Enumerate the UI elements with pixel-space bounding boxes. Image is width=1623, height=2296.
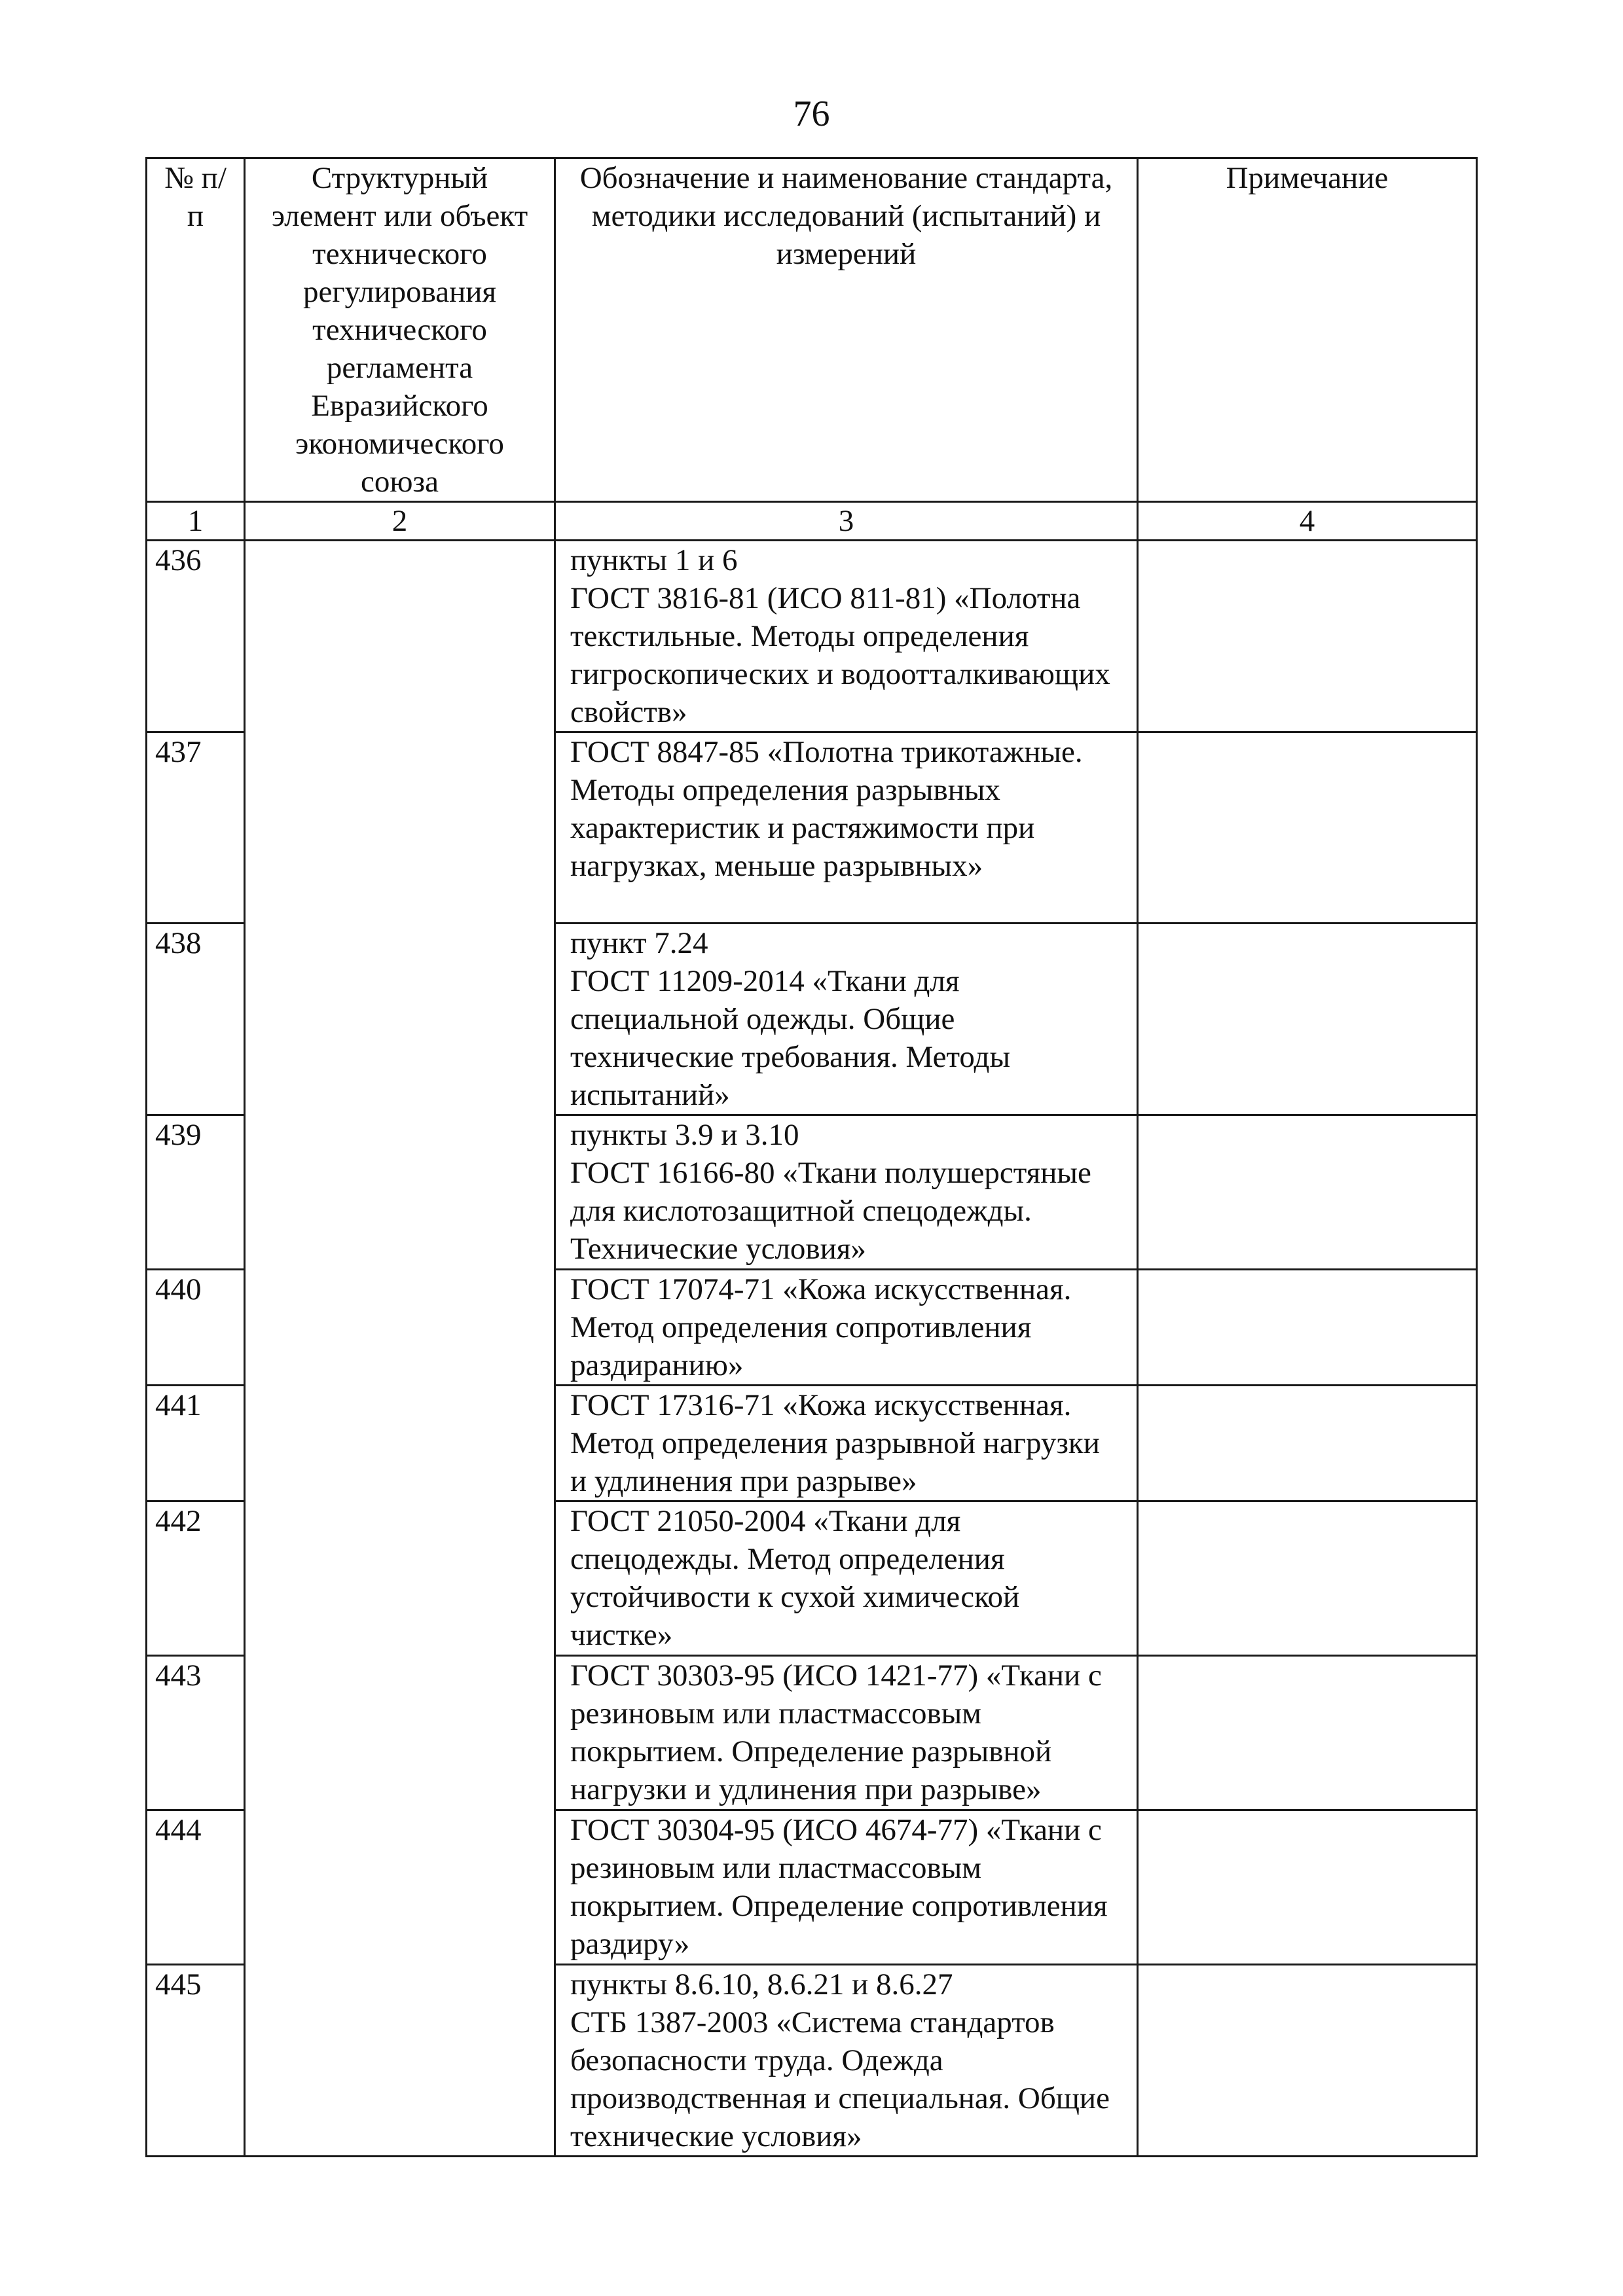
standard-title: ГОСТ 8847-85 «Полотна трикотажные. Методы определения разрывных характеристик и растяжимости при нагрузках, меньше разрывных»	[570, 735, 1083, 883]
note-cell	[1138, 1115, 1477, 1270]
standard-cell	[555, 924, 1138, 1115]
standard-title: ГОСТ 30304-95 (ИСО 4674-77) «Ткани с резиновым или пластмассовым покрытием. Определение сопротивления раздиру»	[570, 1813, 1108, 1961]
header-row	[147, 158, 1477, 502]
note-cell	[1138, 732, 1477, 924]
standard-cell	[555, 1386, 1138, 1501]
header-structural-element: Структурный элемент или объект технического регулирования технического регламента Евразийского экономического союза	[245, 158, 555, 502]
header-note: Примечание	[1138, 158, 1477, 502]
row-number: 437	[147, 732, 245, 924]
standard-cell	[555, 1656, 1138, 1810]
standard-cell	[555, 1270, 1138, 1386]
column-number: 3	[555, 502, 1138, 541]
standard-cell	[555, 1810, 1138, 1965]
note-cell	[1138, 1656, 1477, 1810]
column-number: 2	[245, 502, 555, 541]
row-number: 444	[147, 1810, 245, 1965]
row-number: 442	[147, 1501, 245, 1656]
standard-clause: пункты 3.9 и 3.10	[570, 1118, 799, 1152]
note-cell	[1138, 1810, 1477, 1965]
table-body	[147, 541, 1477, 2157]
note-cell	[1138, 924, 1477, 1115]
standard-cell	[555, 732, 1138, 924]
standard-clause: пункт 7.24	[570, 926, 708, 960]
column-number: 4	[1138, 502, 1477, 541]
standard-title: ГОСТ 17074-71 «Кожа искусственная. Метод определения сопротивления раздиранию»	[570, 1272, 1072, 1382]
column-number: 1	[147, 502, 245, 541]
standard-cell	[555, 541, 1138, 732]
standard-cell	[555, 1501, 1138, 1656]
standard-title: ГОСТ 21050-2004 «Ткани для спецодежды. Метод определения устойчивости к сухой химической чистке»	[570, 1504, 1020, 1652]
table-row	[147, 541, 1477, 732]
standards-table	[145, 157, 1478, 2157]
note-cell	[1138, 1965, 1477, 2157]
standard-title: СТБ 1387-2003 «Система стандартов безопасности труда. Одежда производственная и специальная. Общие технические условия»	[570, 2005, 1110, 2153]
row-number: 443	[147, 1656, 245, 1810]
standard-cell	[555, 1115, 1138, 1270]
row-number: 439	[147, 1115, 245, 1270]
standard-clause: пункты 1 и 6	[570, 543, 738, 577]
standard-cell	[555, 1965, 1138, 2157]
header-standard: Обозначение и наименование стандарта, методики исследований (испытаний) и измерений	[555, 158, 1138, 502]
structural-element-cell	[245, 541, 555, 2157]
note-cell	[1138, 541, 1477, 732]
standard-title: ГОСТ 30303-95 (ИСО 1421-77) «Ткани с резиновым или пластмассовым покрытием. Определение разрывной нагрузки и удлинения при разрыве»	[570, 1659, 1102, 1806]
page-number: 76	[793, 94, 830, 134]
standard-title: ГОСТ 11209-2014 «Ткани для специальной одежды. Общие технические требования. Методы испытаний»	[570, 964, 1011, 1112]
row-number: 445	[147, 1965, 245, 2157]
standard-title: ГОСТ 3816-81 (ИСО 811-81) «Полотна текстильные. Методы определения гигроскопических и водоотталкивающих свойств»	[570, 581, 1110, 729]
note-cell	[1138, 1386, 1477, 1501]
row-number: 436	[147, 541, 245, 732]
standard-title: ГОСТ 16166-80 «Ткани полушерстяные для кислотозащитной спецодежды. Технические условия»	[570, 1156, 1091, 1266]
column-number-row	[147, 502, 1477, 541]
row-number: 438	[147, 924, 245, 1115]
header-number: № п/п	[147, 158, 245, 502]
note-cell	[1138, 1270, 1477, 1386]
row-number: 440	[147, 1270, 245, 1386]
note-cell	[1138, 1501, 1477, 1656]
row-number: 441	[147, 1386, 245, 1501]
standard-clause: пункты 8.6.10, 8.6.21 и 8.6.27	[570, 1967, 953, 2001]
standard-title: ГОСТ 17316-71 «Кожа искусственная. Метод определения разрывной нагрузки и удлинения при разрыве»	[570, 1388, 1100, 1498]
